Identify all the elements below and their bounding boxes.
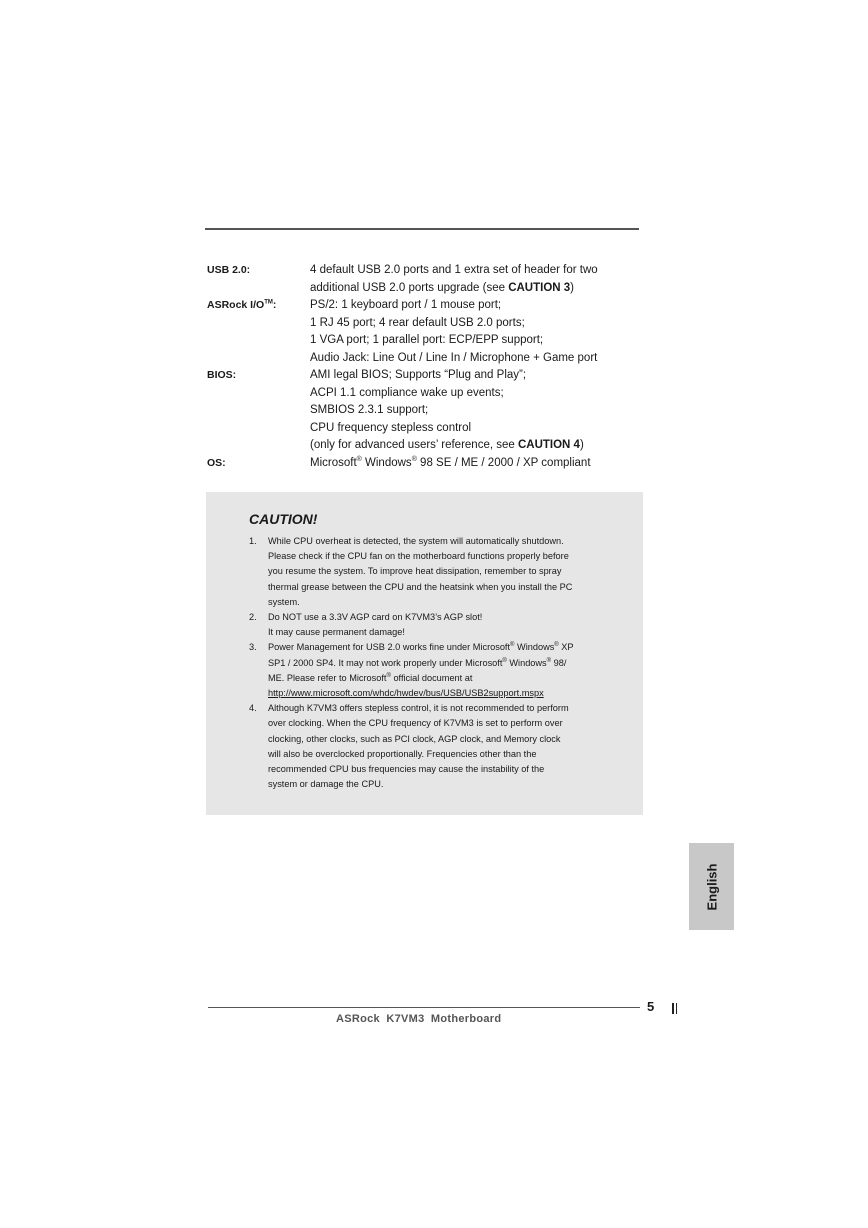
language-tab[interactable] [689,843,734,930]
spec-row [207,262,637,297]
spec-row [207,367,637,455]
spec-value [310,297,637,367]
caution-item-body [268,701,619,792]
caution-item [249,534,619,610]
caution-list [249,534,619,792]
caution-link[interactable]: http://www.microsoft.com/whdc/hwdev/bus/USB/USB2support.mspx [268,688,544,699]
spec-value [310,262,637,297]
language-tab-label: English [704,863,719,910]
caution-item-number: 2. [249,612,257,623]
spec-value [310,455,637,473]
spec-value-line: (only for advanced users’ reference, see CAUTION 4) [310,439,584,451]
caution-title: CAUTION! [249,511,318,527]
spec-value-line: ACPI 1.1 compliance wake up events; [310,386,504,399]
caution-item-line: you resume the system. To improve heat dissipation, remember to spray [268,566,562,577]
caution-item [249,640,619,701]
spec-label: OS: [207,456,226,469]
spec-value-line: additional USB 2.0 ports upgrade (see CAUTION 3) [310,281,575,294]
caution-item-body [268,640,619,701]
caution-item-line: system. [268,596,300,607]
caution-item-line: thermal grease between the CPU and the heatsink when you install the PC [268,581,573,592]
spec-value-line: CPU frequency stepless control [310,421,472,434]
caution-item-line: will also be overclocked proportionally. Frequencies other than the [268,748,537,759]
caution-item-line: Power Management for USB 2.0 works fine under Microsoft® Windows® XP [268,642,574,653]
spec-value-line: SMBIOS 2.3.1 support; [310,404,429,416]
caution-item-line: It may cause permanent damage! [268,627,405,638]
caution-item-line: system or damage the CPU. [268,779,384,790]
footer-divider [208,1007,640,1008]
spec-value-line: AMI legal BIOS; Supports “Plug and Play”; [310,369,527,381]
caution-item-number: 3. [249,642,257,653]
page-marker [672,1003,678,1014]
caution-item-line: While CPU overheat is detected, the system will automatically shutdown. [268,536,564,546]
page-number: 5 [647,999,655,1014]
footer-title: ASRock K7VM3 Motherboard [336,1013,502,1025]
caution-item-line: SP1 / 2000 SP4. It may not work properly under Microsoft® Windows® 98/ [268,657,567,668]
caution-item-number: 1. [249,536,257,546]
spec-value-line: Audio Jack: Line Out / Line In / Microphone + Game port [310,351,598,364]
caution-item [249,701,619,792]
spec-table [207,262,637,472]
spec-value-line: 1 RJ 45 port; 4 rear default USB 2.0 ports; [310,316,525,329]
spec-row [207,455,637,473]
caution-box [206,492,643,815]
caution-item-line: Please check if the CPU fan on the motherboard functions properly before [268,551,569,562]
spec-label: ASRock I/O™: [207,299,277,311]
caution-item [249,610,619,640]
caution-item-line: ME. Please refer to Microsoft® official document at [268,672,473,683]
caution-item-number: 4. [249,703,257,714]
spec-label: BIOS: [207,369,237,381]
caution-item-body [268,610,619,640]
spec-value [310,367,637,455]
caution-item-line: recommended CPU bus frequencies may cause the instability of the [268,764,545,775]
spec-value-line: PS/2: 1 keyboard port / 1 mouse port; [310,299,502,311]
spec-label: USB 2.0: [207,264,251,276]
caution-item-line: clocking, other clocks, such as PCI clock, AGP clock, and Memory clock [268,733,561,744]
spec-value-line: 1 VGA port; 1 parallel port: ECP/EPP support; [310,334,544,346]
caution-item-line: over clocking. When the CPU frequency of K7VM3 is set to perform over [268,718,563,729]
caution-item-body [268,534,619,610]
spec-value-line: 4 default USB 2.0 ports and 1 extra set of header for two [310,264,598,276]
spec-value-line: Microsoft® Windows® 98 SE / ME / 2000 / XP compliant [310,455,591,469]
top-divider [205,228,639,230]
spec-row [207,297,637,367]
caution-item-line: Although K7VM3 offers stepless control, it is not recommended to perform [268,703,569,714]
caution-item-line: Do NOT use a 3.3V AGP card on K7VM3’s AGP slot! [268,612,483,623]
